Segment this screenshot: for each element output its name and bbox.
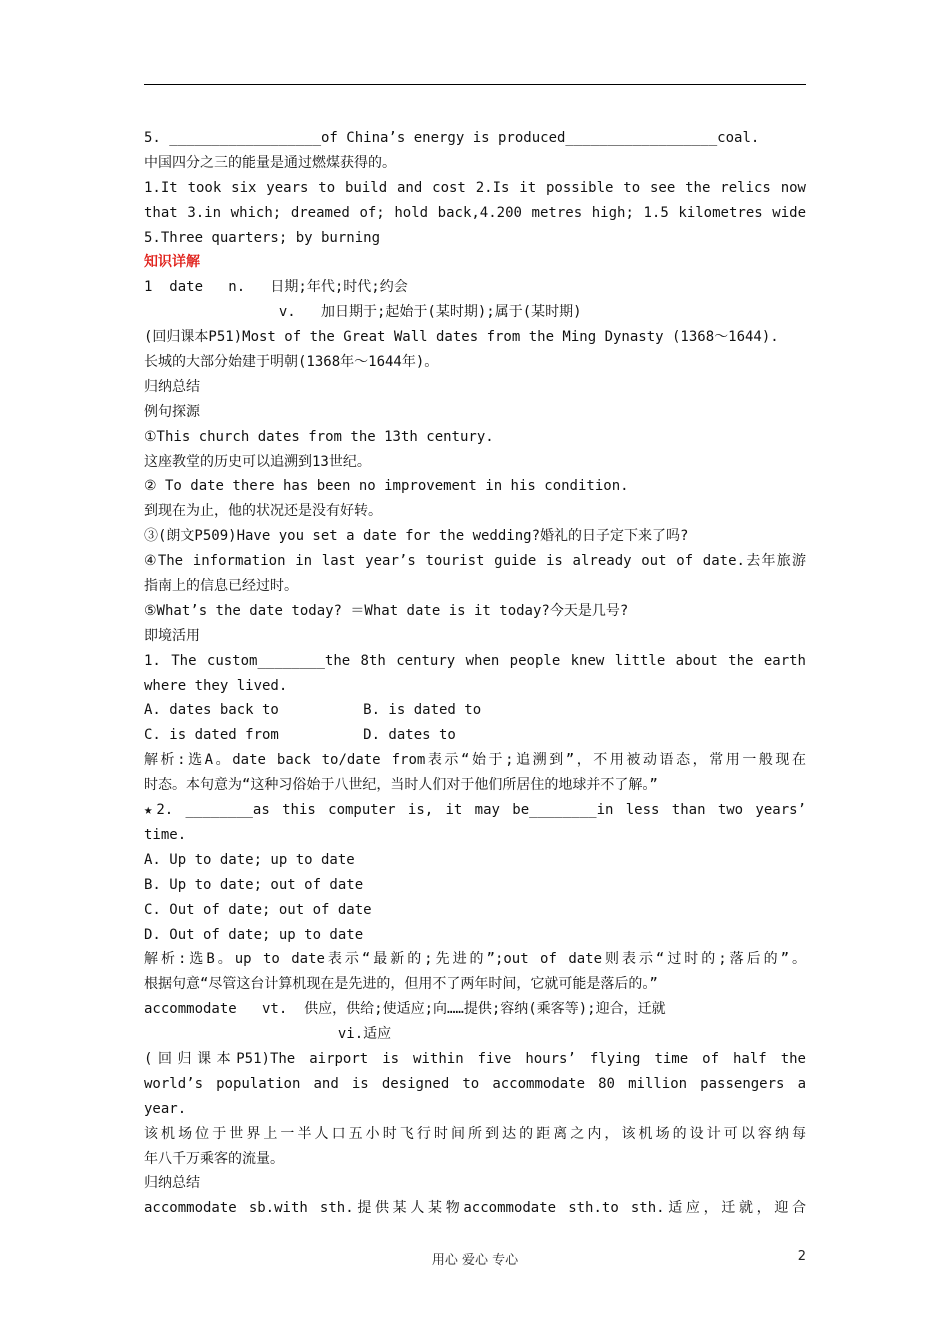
text-line: A. Up to date; up to date	[144, 851, 355, 868]
text-line: C. is dated from D. dates to	[144, 727, 456, 744]
text-line: 长城的大部分始建于明朝(1368年～1644年)。	[144, 354, 439, 371]
text-line: ④The information in last year’s tourist guide is already out of date.去年旅游	[144, 553, 806, 570]
text-line: (回归课本P51)Most of the Great Wall dates from the Ming Dynasty (1368～1644).	[144, 329, 779, 346]
text-line: time.	[144, 826, 187, 843]
text-line: 归纳总结	[144, 1175, 200, 1192]
text-line: 解析:选B。up to date表示“最新的;先进的”;out of date则表示“过时的;落后的”。	[144, 951, 806, 968]
page-body	[144, 126, 806, 1221]
page-number: 2	[797, 1249, 806, 1264]
text-line: D. Out of date; up to date	[144, 926, 364, 943]
text-line: ② To date there has been no improvement in his condition.	[144, 478, 629, 495]
text-line: 到现在为止，他的状况还是没有好转。	[144, 503, 382, 520]
text-line: ⑤What’s the date today? ＝What date is it today?今天是几号?	[144, 602, 629, 619]
text-line: year.	[144, 1100, 187, 1117]
text-line: 时态。本句意为“这种习俗始于八世纪，当时人们对于他们所居住的地球并不了解。”	[144, 777, 658, 794]
section-heading: 知识详解	[144, 254, 200, 271]
text-line: 例句探源	[144, 403, 200, 420]
text-line: 5. __________________of China’s energy is produced__________________coal.	[144, 130, 760, 146]
text-line: v. 加日期于;起始于(某时期);属于(某时期)	[144, 304, 582, 321]
text-line: accommodate vt. 供应，供给;使适应;向……提供;容纳(乘客等);迎合，迁就	[144, 1001, 666, 1018]
text-line: vi.适应	[144, 1026, 392, 1043]
text-line: 这座教堂的历史可以追溯到13世纪。	[144, 453, 371, 470]
text-line: 1.It took six years to build and cost 2.Is it possible to see the relics now	[144, 179, 806, 196]
footer-motto: 用心 爱心 专心	[431, 1253, 519, 1268]
text-line: accommodate sb.with sth.提供某人某物accommodate sth.to sth.适应，迁就，迎合	[144, 1200, 806, 1217]
text-line: 1 date n. 日期;年代;时代;约会	[144, 279, 408, 296]
text-line: ①This church dates from the 13th century.	[144, 428, 494, 445]
text-line: where they lived.	[144, 677, 288, 694]
text-line: 该机场位于世界上一半人口五小时飞行时间所到达的距离之内，该机场的设计可以容纳每	[144, 1125, 806, 1142]
header-rule	[144, 84, 806, 85]
text-line: 根据句意“尽管这台计算机现在是先进的，但用不了两年时间，它就可能是落后的。”	[144, 976, 658, 993]
text-line: ③(朗文P509)Have you set a date for the wedding?婚礼的日子定下来了吗?	[144, 528, 689, 545]
text-line: 解析:选A。date back to/date from表示“始于;追溯到”，不用被动语态，常用一般现在	[144, 752, 806, 769]
text-line: B. Up to date; out of date	[144, 876, 364, 893]
text-line: (回归课本P51)The airport is within five hours’ flying time of half the	[144, 1050, 806, 1067]
text-line: 指南上的信息已经过时。	[144, 578, 298, 595]
text-line: A. dates back to B. is dated to	[144, 702, 482, 719]
text-line: 5.Three quarters; by burning	[144, 229, 381, 246]
text-line: ★2. ________as this computer is, it may be________in less than two years’	[144, 802, 806, 819]
text-line: 中国四分之三的能量是通过燃煤获得的。	[144, 154, 396, 171]
text-line: 年八千万乘客的流量。	[144, 1150, 284, 1167]
text-line: C. Out of date; out of date	[144, 901, 372, 918]
text-line: 即境活用	[144, 627, 200, 644]
text-line: 归纳总结	[144, 378, 200, 395]
text-line: that 3.in which; dreamed of; hold back,4.200 metres high; 1.5 kilometres wide	[144, 204, 806, 221]
text-line: 1. The custom________the 8th century when people knew little about the earth	[144, 652, 806, 669]
text-line: world’s population and is designed to accommodate 80 million passengers a	[144, 1075, 806, 1092]
